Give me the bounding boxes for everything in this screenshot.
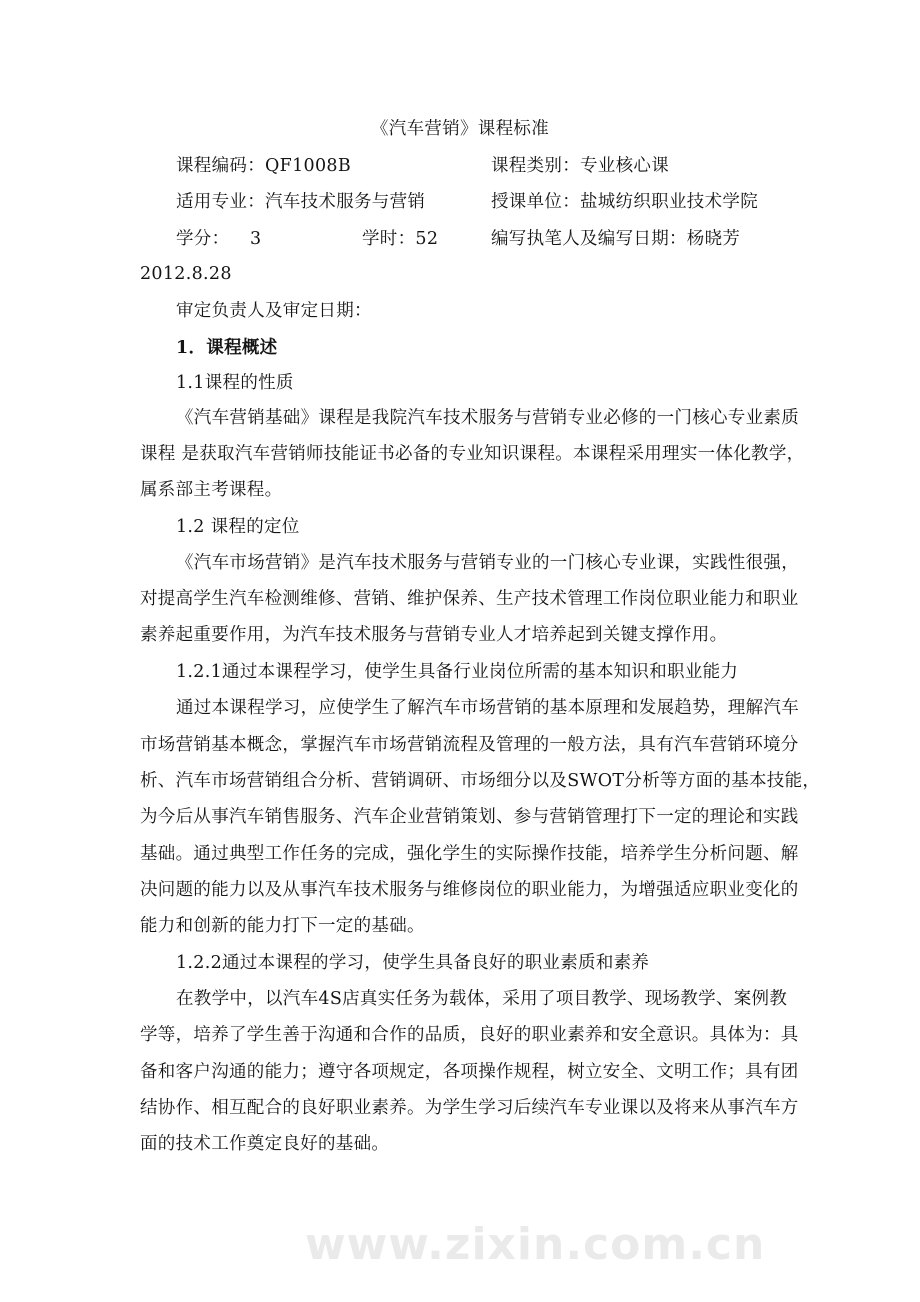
watermark: www.zixin.com.cn — [305, 1219, 766, 1270]
paragraph-line: 课程 是获取汽车营销师技能证书必备的专业知识课程。本课程采用理实一体化教学， — [140, 444, 805, 464]
course-code: 课程编码：QF1008B — [176, 156, 351, 176]
paragraph-line: 《汽车营销基础》课程是我院汽车技术服务与营销专业必修的一门核心专业素质 — [176, 408, 799, 428]
paragraph-line: 决问题的能力以及从事汽车技术服务与维修岗位的职业能力，为增强适应职业变化的 — [140, 880, 799, 900]
applicable-major: 适用专业：汽车技术服务与营销 — [176, 192, 426, 212]
paragraph-line: 能力和创新的能力打下一定的基础。 — [140, 916, 425, 936]
paragraph-line: 通过本课程学习，应使学生了解汽车市场营销的基本原理和发展趋势，理解汽车 — [176, 698, 799, 718]
paragraph-line: 面的技术工作奠定良好的基础。 — [140, 1134, 390, 1154]
credit-value: 3 — [250, 229, 262, 249]
subsection-heading: 1.2 课程的定位 — [176, 517, 300, 537]
author-info: 编写执笔人及编写日期：杨晓芳 — [491, 229, 741, 249]
paragraph-line: 基础。通过典型工作任务的完成，强化学生的实际操作技能，培养学生分析问题、解 — [140, 844, 799, 864]
paragraph-line: 析、汽车市场营销组合分析、营销调研、市场细分以及SWOT分析等方面的基本技能， — [140, 771, 821, 791]
teaching-unit: 授课单位：盐城纺织职业技术学院 — [491, 192, 758, 212]
paragraph-line: 备和客户沟通的能力；遵守各项规定，各项操作规程，树立安全、文明工作；具有团 — [140, 1062, 799, 1082]
paragraph-line: 市场营销基本概念，掌握汽车市场营销流程及管理的一般方法，具有汽车营销环境分 — [140, 735, 799, 755]
credit-label: 学分： — [176, 229, 230, 249]
paragraph-line: 为今后从事汽车销售服务、汽车企业营销策划、参与营销管理打下一定的理论和实践 — [140, 807, 799, 827]
subsection-heading: 1.2.2通过本课程的学习，使学生具备良好的职业素质和素养 — [176, 953, 650, 973]
paragraph-line: 学等，培养了学生善于沟通和合作的品质，良好的职业素养和安全意识。具体为：具 — [140, 1025, 799, 1045]
course-hours: 学时：52 — [362, 229, 439, 249]
paragraph-line: 素养起重要作用，为汽车技术服务与营销专业人才培养起到关键支撑作用。 — [140, 625, 728, 645]
section-heading: 1．课程概述 — [176, 338, 278, 358]
document-title: 《汽车营销》课程标准 — [371, 119, 549, 139]
subsection-heading: 1.1课程的性质 — [176, 373, 294, 393]
subsection-heading: 1.2.1通过本课程学习，使学生具备行业岗位所需的基本知识和职业能力 — [176, 662, 739, 682]
paragraph-line: 结协作、相互配合的良好职业素养。为学生学习后续汽车专业课以及将来从事汽车方 — [140, 1098, 799, 1118]
paragraph-line: 《汽车市场营销》是汽车技术服务与营销专业的一门核心专业课，实践性很强， — [176, 553, 799, 573]
author-date: 2012.8.28 — [140, 264, 232, 284]
paragraph-line: 属系部主考课程。 — [140, 480, 283, 500]
paragraph-line: 在教学中，以汽车4S店真实任务为载体，采用了项目教学、现场教学、案例教 — [176, 989, 788, 1009]
course-category: 课程类别：专业核心课 — [491, 156, 669, 176]
paragraph-line: 对提高学生汽车检测维修、营销、维护保养、生产技术管理工作岗位职业能力和职业 — [140, 589, 799, 609]
reviewer-info: 审定负责人及审定日期： — [176, 301, 372, 321]
